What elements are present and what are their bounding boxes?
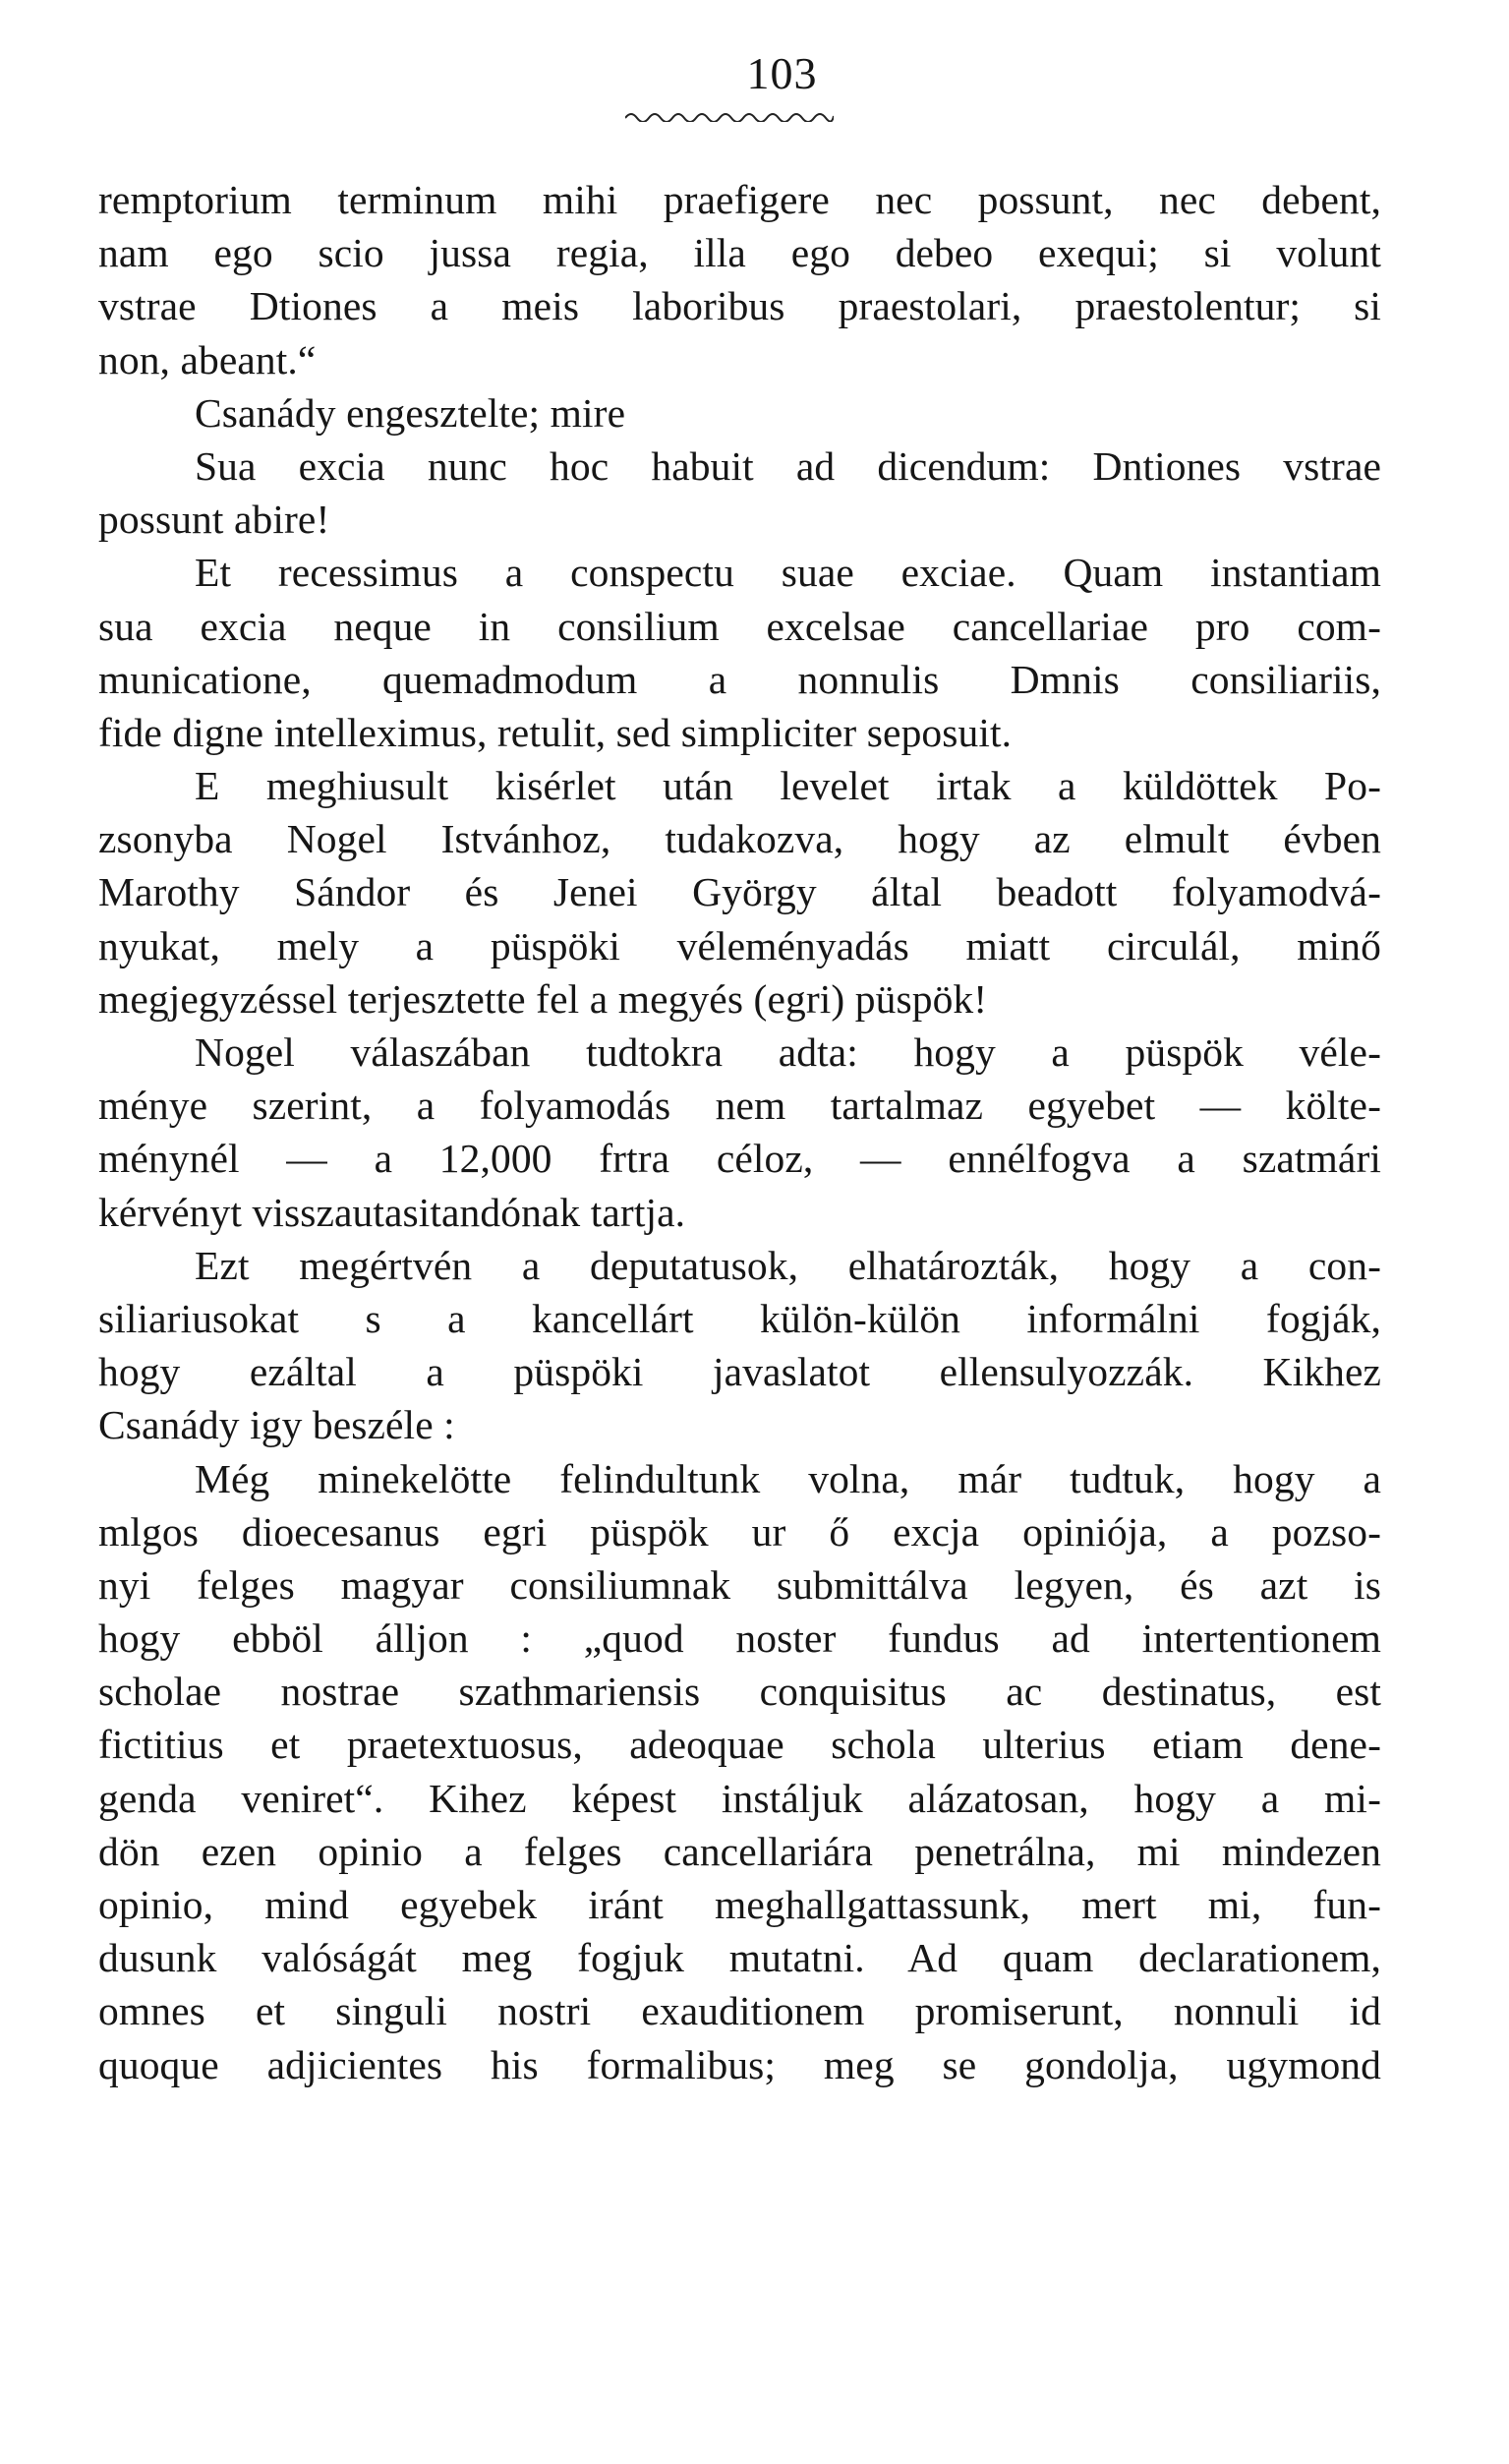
text-line: vstrae Dtiones a meis laboribus praestolari, praestolentur; si: [98, 283, 1381, 329]
text-line: siliariusokat s a kancellárt külön-külön informálni fogják,: [98, 1295, 1381, 1341]
text-line: sua excia neque in consilium excelsae cancellariae pro com-: [98, 603, 1381, 649]
text-line: mlgos dioecesanus egri püspök ur ő excja opiniója, a pozso-: [98, 1508, 1381, 1555]
text-line: Nogel válaszában tudtokra adta: hogy a püspök véle-: [195, 1029, 1381, 1075]
text-line: Marothy Sándor és Jenei György által beadott folyamodvá-: [98, 869, 1381, 915]
page-header: [0, 48, 1509, 98]
text-line: Ezt megértvén a deputatusok, elhatározták, hogy a con-: [195, 1242, 1381, 1288]
text-line: hogy ebböl álljon : „quod noster fundus ad intertentionem: [98, 1615, 1381, 1662]
text-line: nyukat, mely a püspöki véleményadás miatt circulál, minő: [98, 922, 1381, 968]
text-line: ménynél — a 12,000 frtra céloz, — ennélfogva a szatmári: [98, 1136, 1381, 1182]
text-line: fide digne intelleximus, retulit, sed simpliciter seposuit.: [98, 709, 1013, 755]
wavy-ornament-icon: [625, 108, 834, 122]
text-line: omnes et singuli nostri exauditionem promiserunt, nonnuli id: [98, 1988, 1381, 2034]
text-line: scholae nostrae szathmariensis conquisitus ac destinatus, est: [98, 1669, 1381, 1715]
text-line: kérvényt visszautasitandónak tartja.: [98, 1189, 686, 1235]
text-line: ménye szerint, a folyamodás nem tartalmaz egyebet — költe-: [98, 1083, 1381, 1129]
text-line: nam ego scio jussa regia, illa ego debeo exequi; si volunt: [98, 230, 1381, 276]
text-line: E meghiusult kisérlet után levelet irtak a küldöttek Po-: [195, 763, 1381, 809]
text-line: megjegyzéssel terjesztette fel a megyés (egri) püspök!: [98, 975, 988, 1022]
text-line: remptorium terminum mihi praefigere nec possunt, nec debent,: [98, 177, 1381, 222]
text-line: Még minekelötte felindultunk volna, már tudtuk, hogy a: [195, 1455, 1381, 1501]
text-line: zsonyba Nogel Istvánhoz, tudakozva, hogy az elmult évben: [98, 816, 1381, 862]
text-line: dusunk valóságát meg fogjuk mutatni. Ad quam declarationem,: [98, 1935, 1381, 1981]
text-line: Et recessimus a conspectu suae exciae. Quam instantiam: [195, 550, 1381, 596]
text-line: quoque adjicientes his formalibus; meg se gondolja, ugymond: [98, 2041, 1381, 2087]
text-line: non, abeant.“: [98, 336, 317, 382]
body-text: [98, 173, 1381, 2091]
text-line: municatione, quemadmodum a nonnulis Dmnis consiliariis,: [98, 656, 1381, 702]
text-line: fictitius et praetextuosus, adeoquae schola ulterius etiam dene-: [98, 1722, 1381, 1768]
text-line: Csanády igy beszéle :: [98, 1402, 455, 1448]
text-line: dön ezen opinio a felges cancellariára penetrálna, mi mindezen: [98, 1828, 1381, 1874]
text-line: Csanády engesztelte; mire: [195, 389, 626, 436]
text-line: possunt abire!: [98, 497, 330, 543]
text-line: opinio, mind egyebek iránt meghallgattassunk, mert mi, fun-: [98, 1882, 1381, 1927]
text-line: hogy ezáltal a püspöki javaslatot ellensulyozzák. Kikhez: [98, 1349, 1381, 1395]
text-line: nyi felges magyar consiliumnak submittálva legyen, és azt is: [98, 1561, 1381, 1608]
text-line: Sua excia nunc hoc habuit ad dicendum: Dntiones vstrae: [195, 442, 1381, 489]
text-line: genda veniret“. Kihez képest instáljuk alázatosan, hogy a mi-: [98, 1775, 1381, 1821]
page-number: 103: [746, 48, 818, 98]
